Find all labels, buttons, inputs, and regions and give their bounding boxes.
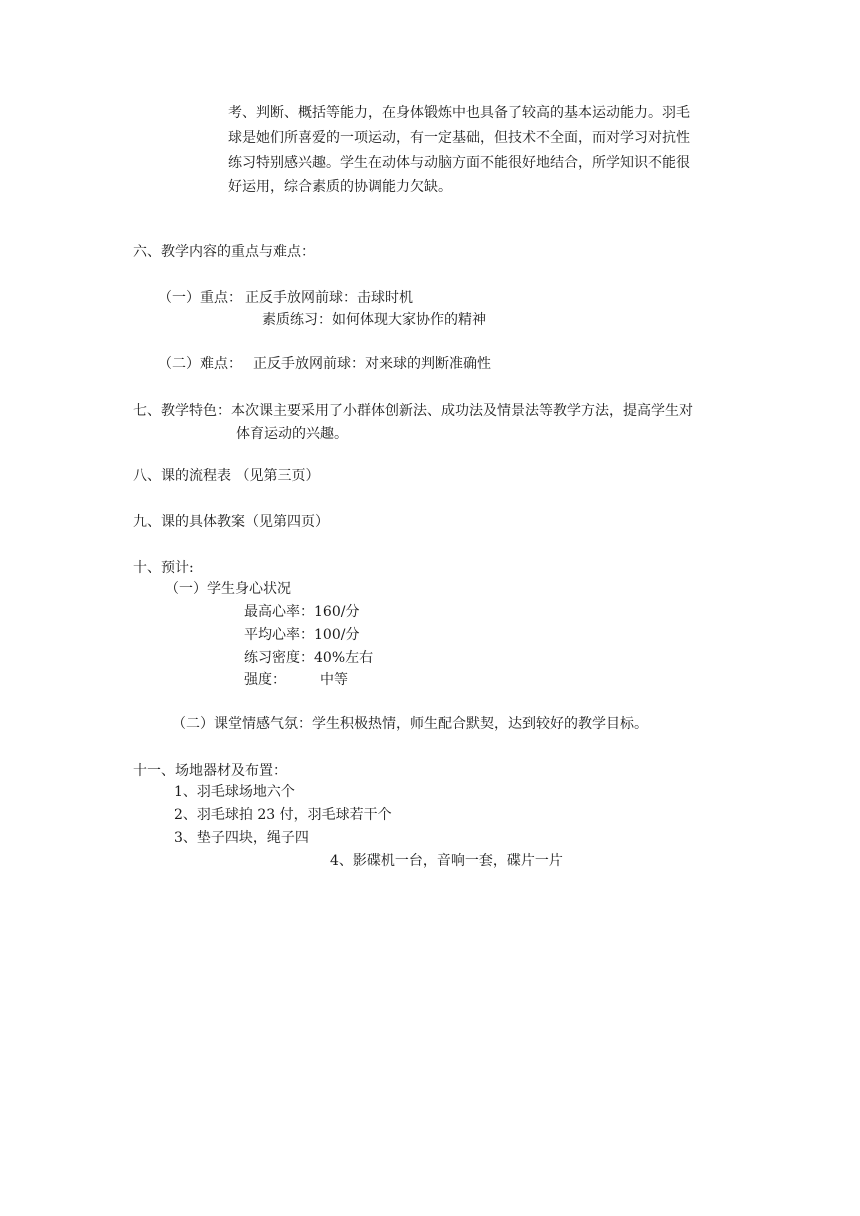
- density-label: 练习密度：: [244, 650, 314, 666]
- intensity-label: 强度：: [244, 672, 286, 688]
- intro-line-2: 球是她们所喜爱的一项运动，有一定基础，但技术不全面，而对学习对抗性: [228, 130, 690, 146]
- section7-line-2: 体育运动的兴趣。: [236, 426, 348, 442]
- section10-sub1-heading: （一）学生身心状况: [165, 581, 291, 597]
- avg-heart-rate-value: 100/分: [314, 627, 360, 643]
- key-point-2: 素质练习：如何体现大家协作的精神: [262, 312, 486, 328]
- difficulty-label: （二）难点：: [158, 356, 242, 372]
- equipment-item-1: 1、羽毛球场地六个: [174, 784, 295, 800]
- section9-text: 九、课的具体教案（见第四页）: [133, 514, 329, 530]
- section8-text: 八、课的流程表 （见第三页）: [133, 468, 320, 484]
- intro-line-3: 练习特别感兴趣。学生在动体与动脑方面不能很好地结合，所学知识不能很: [228, 155, 690, 171]
- avg-heart-rate-label: 平均心率：: [244, 627, 314, 643]
- key-point-1: 正反手放网前球：击球时机: [245, 290, 413, 306]
- intro-line-4: 好运用，综合素质的协调能力欠缺。: [228, 179, 452, 195]
- difficulty-text: 正反手放网前球：对来球的判断准确性: [253, 356, 491, 372]
- section7-line-1: 七、教学特色：本次课主要采用了小群体创新法、成功法及情景法等教学方法，提高学生对: [133, 403, 693, 419]
- section11-heading: 十一、场地器材及布置：: [133, 763, 287, 779]
- max-heart-rate-label: 最高心率：: [244, 604, 314, 620]
- intensity-value: 中等: [320, 672, 348, 688]
- max-heart-rate-value: 160/分: [314, 604, 360, 620]
- section10-sub2: （二）课堂情感气氛：学生积极热情，师生配合默契，达到较好的教学目标。: [172, 716, 648, 732]
- section10-heading: 十、预计:: [133, 560, 194, 576]
- section6-heading: 六、教学内容的重点与难点：: [133, 244, 315, 260]
- equipment-item-2: 2、羽毛球拍 23 付，羽毛球若干个: [174, 807, 392, 823]
- equipment-item-3: 3、垫子四块，绳子四: [174, 830, 309, 846]
- key-point-label: （一）重点：: [158, 290, 242, 306]
- density-value: 40%左右: [314, 650, 374, 666]
- equipment-item-4: 4、影碟机一台，音响一套，碟片一片: [330, 853, 563, 869]
- intro-line-1: 考、判断、概括等能力，在身体锻炼中也具备了较高的基本运动能力。羽毛: [228, 105, 690, 121]
